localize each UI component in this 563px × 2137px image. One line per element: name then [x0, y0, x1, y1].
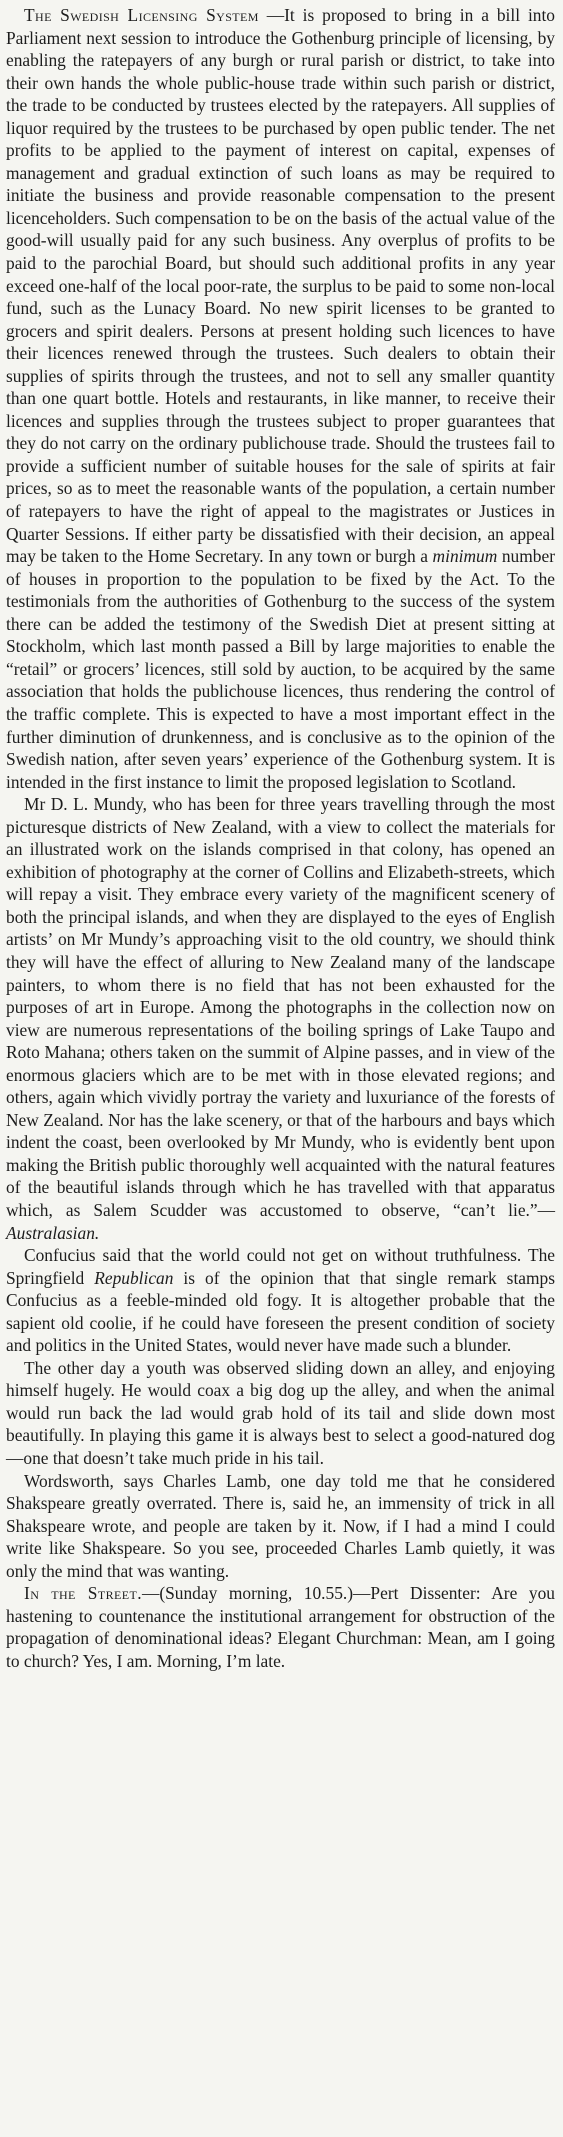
- article-text: The other day a youth was observed sliding down an alley, and enjoying himself hugely. He would coax a big dog up the alley, and when the animal would run back the lad would grab hold of its tail and slide down most beautifully. In playing this game it is always best to select a good-natured dog—one that doesn’t take much pride in his tail.: [6, 1357, 555, 1468]
- article-mundy-photography: [6, 793, 555, 1244]
- article-text: number of houses in proportion to the population to be fixed by the Act. To the testimonials from the authorities of Gothenburg to the success of the system there can be added the testimony of the Swedish Diet at present sitting at Stockholm, which last month passed a Bill by large majorities to enable the “retail” or grocers’ licences, still sold by auction, to be acquired by the same association that holds the publichouse licences, thus rendering the control of the traffic complete. This is expected to have a most important effect in the further diminution of drunkenness, and is conclusive as to the opinion of the Swedish nation, after seven years’ experience of the Gothenburg system. It is intended in the first instance to limit the proposed legislation to Scotland.: [6, 546, 555, 792]
- article-text: Mr D. L. Mundy, who has been for three years travelling through the most picturesque districts of New Zealand, with a view to collect the materials for an illustrated work on the islands comprised in that colony, has opened an exhibition of photography at the corner of Collins and Elizabeth-streets, which will repay a visit. They embrace every variety of the magnificent scenery of both the principal islands, and when they are displayed to the eyes of English artists’ on Mr Mundy’s approaching visit to the old country, we should think they will have the effect of alluring to New Zealand many of the landscape painters, to whom there is no field that has not been exhausted for the purposes of art in Europe. Among the photographs in the collection now on view are numerous representations of the boiling springs of Lake Taupo and Roto Mahana; others taken on the summit of Alpine passes, and in view of the enormous glaciers which are to be met with in those elevated regions; and others, again which vividly portray the variety and luxuriance of the forests of New Zealand. Nor has the lake scenery, or that of the harbours and bays which indent the coast, been overlooked by Mr Mundy, who is evidently bent upon making the British public thoroughly well acquainted with the natural features of the beautiful islands through which he has travelled with that apparatus which, as Salem Scudder was accustomed to observe, “can’t lie.”—: [6, 794, 555, 1220]
- article-wordsworth: [6, 1470, 555, 1583]
- article-text: is of the opinion that that single remark stamps Confucius as a feeble-minded old fogy. It is altogether probable that the sapient old coolie, if he could have foreseen the present condition of society and politics in the United States, would never have made such a blunder.: [6, 1267, 555, 1356]
- article-youth-dog: [6, 1357, 555, 1470]
- article-text: —It is proposed to bring in a bill into Parliament next session to introduce the Gothenburg principle of licensing, by enabling the ratepayers of any burgh or rural parish or district, to take into their own hands the whole public-house trade within such parish or district, the trade to be conducted by trustees elected by the ratepayers. All supplies of liquor required by the trustees to be purchased by open public tender. The net profits to be applied to the payment of interest on capital, expenses of management and gradual extinction of such loans as may be required to initiate the business and provide reasonable compensation to the present licenceholders. Such compensation to be on the basis of the actual value of the good-will usually paid for any such business. Any overplus of profits to be paid to the parochial Board, but should such additional profits in any year exceed one-half of the local poor-rate, the surplus to be paid to some non-local fund, such as the Lunacy Board. No new spirit licenses to be granted to grocers and spirit dealers. Persons at present holding such licences to have their licences renewed through the trustees. Such dealers to obtain their supplies of spirits through the trustees, and not to sell any smaller quantity than one quart bottle. Hotels and restaurants, in like manner, to receive their licences and supplies through the trustees subject to proper guarantees that they do not carry on the ordinary publichouse trade. Should the trustees fail to provide a sufficient number of suitable houses for the sale of spirits at fair prices, so as to meet the reasonable wants of the population, a certain number of ratepayers to have the right of appeal to the magistrates or Justices in Quarter Sessions. If either party be dissatisfied with their decision, an appeal may be taken to the Home Secretary. In any town or burgh a: [6, 5, 555, 567]
- italic-word: minimum: [432, 546, 498, 567]
- article-in-the-street: [6, 1582, 555, 1672]
- article-heading: In the Street.: [24, 1583, 142, 1604]
- article-text: —(Sunday morning, 10.55.)—Pert Dissenter: Are you hastening to countenance the institutional arrangement for obstruction of the propagation of denominational ideas? Elegant Churchman: Mean, am I going to church? Yes, I am. Morning, I’m late.: [6, 1583, 555, 1671]
- article-heading: The Swedish Licensing System: [24, 5, 259, 25]
- source-attribution: Australasian.: [6, 1222, 100, 1243]
- article-swedish-licensing: [6, 4, 555, 793]
- article-confucius: [6, 1244, 555, 1357]
- newspaper-title: Republican: [94, 1267, 174, 1288]
- article-text: Wordsworth, says Charles Lamb, one day told me that he considered Shakspeare greatly overrated. There is, said he, an immensity of trick in all Shakspeare wrote, and people are taken by it. Now, if I had a mind I could write like Shakspeare. So you see, proceeded Charles Lamb quietly, it was only the mind that was wanting.: [6, 1470, 555, 1581]
- article-text: Confucius said that the world could not get on without truthfulness. The Springfield: [6, 1245, 555, 1288]
